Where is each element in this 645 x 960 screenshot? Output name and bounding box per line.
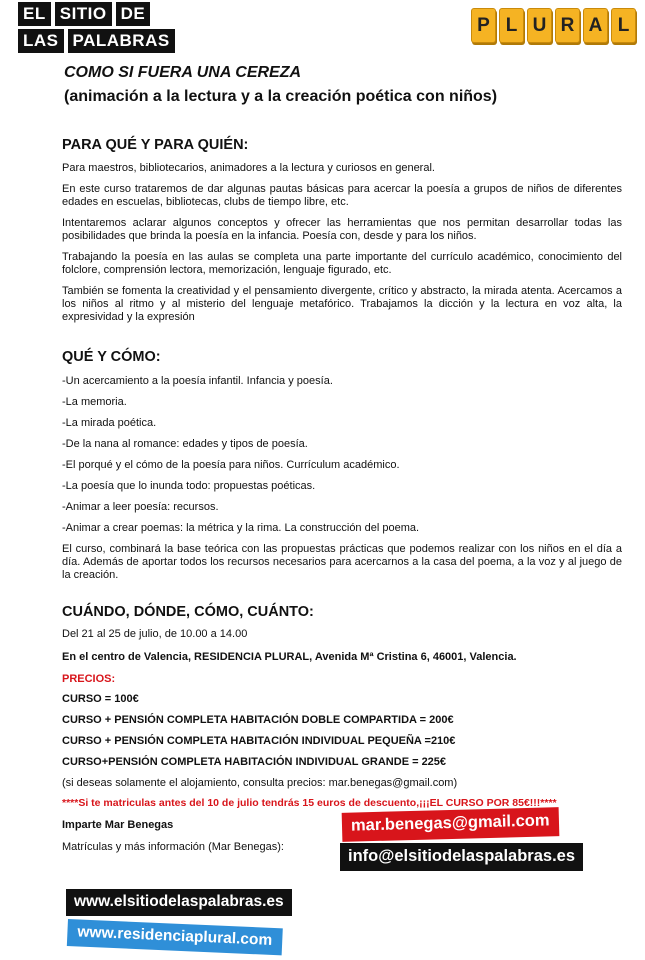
paragraph: Para maestros, bibliotecarios, animadores a la lectura y curiosos en general. xyxy=(62,162,435,174)
price-item: CURSO+PENSIÓN COMPLETA HABITACIÓN INDIVIDUAL GRANDE = 225€ xyxy=(62,756,447,768)
list-item: -La memoria. xyxy=(62,396,127,408)
enroll-info: Matrículas y más información (Mar Benegas): xyxy=(62,841,284,853)
logo-word: DE xyxy=(116,2,151,26)
list-item: -El porqué y el cómo de la poesía para niños. Currículum académico. xyxy=(62,459,400,471)
paragraph: Intentaremos aclarar algunos conceptos y ofrecer las herramientas que nos permitan desarrollar todas las posibilidades que brinda la poesía en la infancia. Poesía con, desde y para los niños. xyxy=(62,217,622,242)
web-link-el-sitio[interactable]: www.elsitiodelaspalabras.es xyxy=(66,889,292,916)
section-heading: PARA QUÉ Y PARA QUIÉN: xyxy=(62,137,249,153)
logo-tile: U xyxy=(527,8,552,43)
logo-tile: R xyxy=(555,8,580,43)
discount-note: ****Si te matriculas antes del 10 de julio tendrás 15 euros de descuento,¡¡¡EL CURSO POR 85€!!!**** xyxy=(62,797,557,809)
paragraph: Trabajando la poesía en las aulas se completa una parte importante del currículo académico, conocimiento del folclore, comprensión lectora, memorización, lenguaje figurado, etc. xyxy=(62,251,622,276)
paragraph: En este curso trataremos de dar algunas pautas básicas para acercar la poesía a grupos de niños de diferentes edades en escuelas, bibliotecas, clubs de tiempo libre, etc. xyxy=(62,183,622,208)
teacher: Imparte Mar Benegas xyxy=(62,819,174,831)
list-item: -La mirada poética. xyxy=(62,417,157,429)
section-para-que xyxy=(62,137,622,324)
course-title: COMO SI FUERA UNA CEREZA xyxy=(64,64,302,81)
logo-word: SITIO xyxy=(55,2,112,26)
paragraph: El curso, combinará la base teórica con las propuestas prácticas que podemos realizar con los niños en el día a día. Además de aportar todos los recursos necesarios para acercarnos a la casa del poema, a la voz y al juego de la creación. xyxy=(62,543,622,581)
logo-tile: L xyxy=(611,8,636,43)
venue: En el centro de Valencia, RESIDENCIA PLURAL, Avenida Mª Cristina 6, 46001, Valencia. xyxy=(62,651,517,663)
list-item: -La poesía que lo inunda todo: propuestas poéticas. xyxy=(62,480,316,492)
email-badge[interactable]: mar.benegas@gmail.com xyxy=(342,807,559,842)
section-heading: CUÁNDO, DÓNDE, CÓMO, CUÁNTO: xyxy=(62,604,314,620)
section-que-y-como xyxy=(62,349,622,582)
logo-tile: A xyxy=(583,8,608,43)
prices-label: PRECIOS: xyxy=(62,673,116,685)
logo-plural xyxy=(471,8,636,43)
price-item: CURSO + PENSIÓN COMPLETA HABITACIÓN DOBLE COMPARTIDA = 200€ xyxy=(62,714,454,726)
section-heading: QUÉ Y CÓMO: xyxy=(62,349,161,365)
logo-tile: P xyxy=(471,8,496,43)
lodging-note: (si deseas solamente el alojamiento, consulta precios: mar.benegas@gmail.com) xyxy=(62,777,458,789)
paragraph: También se fomenta la creatividad y el pensamiento divergente, crítico y abstracto, la mirada atenta. Acercamos a los niños al ritmo y al misterio del lenguaje metafórico. Trabajamos la dicción y la lectura en voz alta, la expresividad y la expresión xyxy=(62,285,622,323)
course-subtitle: (animación a la lectura y a la creación poética con niños) xyxy=(64,88,498,105)
logo-word: EL xyxy=(18,2,51,26)
web-link-residencia[interactable]: www.residenciaplural.com xyxy=(67,919,283,955)
info-email-badge[interactable]: info@elsitiodelaspalabras.es xyxy=(340,843,583,871)
price-item: CURSO = 100€ xyxy=(62,693,139,705)
logo-word: LAS xyxy=(18,29,64,53)
price-item: CURSO + PENSIÓN COMPLETA HABITACIÓN INDIVIDUAL PEQUEÑA =210€ xyxy=(62,735,456,747)
logo-word: PALABRAS xyxy=(68,29,175,53)
list-item: -Animar a crear poemas: la métrica y la rima. La construcción del poema. xyxy=(62,522,420,534)
list-item: -De la nana al romance: edades y tipos de poesía. xyxy=(62,438,308,450)
logo-tile: L xyxy=(499,8,524,43)
dates: Del 21 al 25 de julio, de 10.00 a 14.00 xyxy=(62,628,248,640)
logo-el-sitio-de-las-palabras xyxy=(18,2,175,56)
list-item: -Animar a leer poesía: recursos. xyxy=(62,501,219,513)
list-item: -Un acercamiento a la poesía infantil. Infancia y poesía. xyxy=(62,375,333,387)
section-cuando-donde xyxy=(62,604,622,810)
